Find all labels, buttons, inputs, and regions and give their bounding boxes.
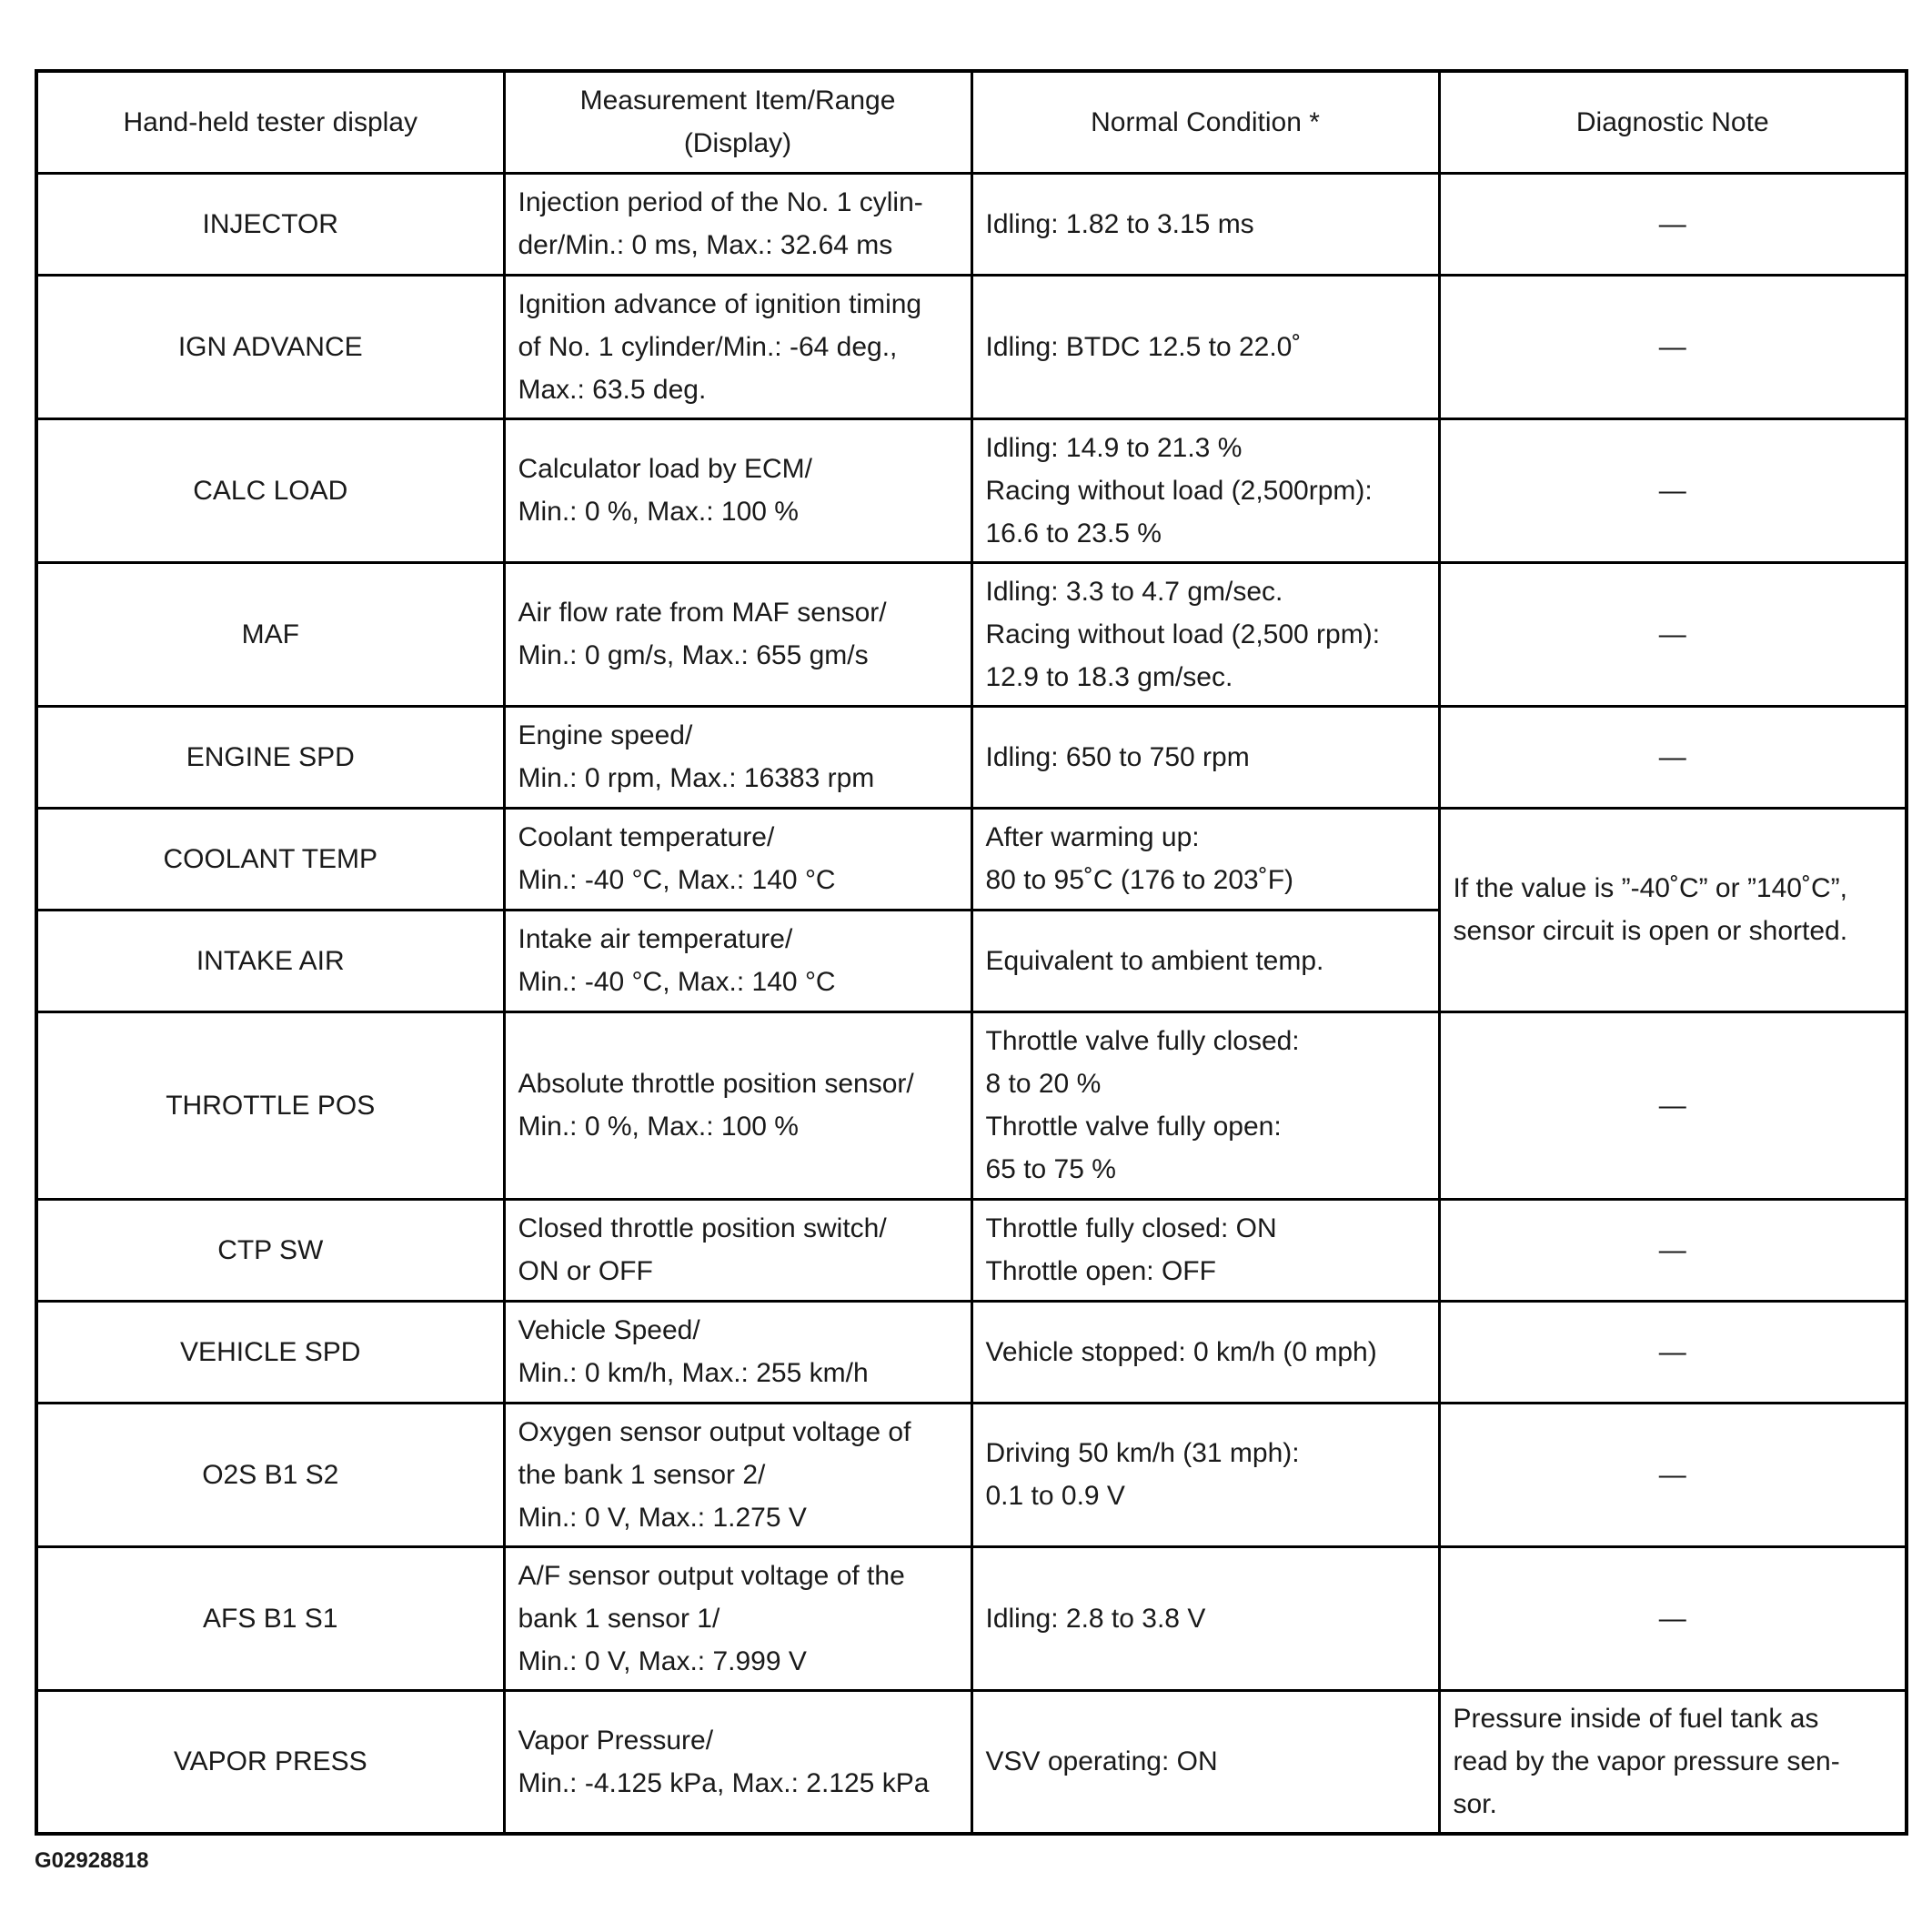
diagnostic-note-cell: — [1439, 1199, 1907, 1301]
normal-condition-cell: Driving 50 km/h (31 mph): 0.1 to 0.9 V [971, 1403, 1439, 1546]
diagnostic-note-cell: — [1439, 562, 1907, 706]
measurement-cell: Absolute throttle position sensor/ Min.: 0 %, Max.: 100 % [504, 1011, 971, 1199]
diagnostic-note-cell: — [1439, 1403, 1907, 1546]
diagnostic-note-cell: — [1439, 173, 1907, 275]
diagnostic-note-cell: — [1439, 706, 1907, 808]
table-row [36, 1301, 1907, 1403]
table-row [36, 1403, 1907, 1546]
diagnostic-note-cell: — [1439, 1011, 1907, 1199]
table-row [36, 1690, 1907, 1834]
tester-display-cell: IGN ADVANCE [36, 275, 504, 418]
diagnostic-note-cell: — [1439, 1301, 1907, 1403]
normal-condition-cell: Idling: BTDC 12.5 to 22.0˚ [971, 275, 1439, 418]
table-row [36, 1546, 1907, 1690]
tester-display-cell: O2S B1 S2 [36, 1403, 504, 1546]
normal-condition-cell: Idling: 650 to 750 rpm [971, 706, 1439, 808]
measurement-cell: Vapor Pressure/ Min.: -4.125 kPa, Max.: 2.125 kPa [504, 1690, 971, 1834]
table-row [36, 808, 1907, 910]
diagnostic-note-cell: — [1439, 275, 1907, 418]
tester-display-cell: AFS B1 S1 [36, 1546, 504, 1690]
header-diagnostic-note: Diagnostic Note [1439, 71, 1907, 173]
table-row [36, 1011, 1907, 1199]
table-row [36, 275, 1907, 418]
normal-condition-cell: VSV operating: ON [971, 1690, 1439, 1834]
data-list-table-container [35, 69, 1905, 1836]
table-row [36, 562, 1907, 706]
table-row [36, 173, 1907, 275]
tester-display-cell: CALC LOAD [36, 418, 504, 562]
tester-display-cell: CTP SW [36, 1199, 504, 1301]
measurement-cell: Calculator load by ECM/ Min.: 0 %, Max.: 100 % [504, 418, 971, 562]
normal-condition-cell: Idling: 3.3 to 4.7 gm/sec. Racing without load (2,500 rpm): 12.9 to 18.3 gm/sec. [971, 562, 1439, 706]
measurement-cell: Ignition advance of ignition timing of No. 1 cylinder/Min.: -64 deg., Max.: 63.5 deg. [504, 275, 971, 418]
table-row [36, 1199, 1907, 1301]
normal-condition-cell: After warming up: 80 to 95˚C (176 to 203˚F) [971, 808, 1439, 910]
table-header-row [36, 71, 1907, 173]
measurement-cell: Injection period of the No. 1 cylin- der/Min.: 0 ms, Max.: 32.64 ms [504, 173, 971, 275]
measurement-cell: A/F sensor output voltage of the bank 1 sensor 1/ Min.: 0 V, Max.: 7.999 V [504, 1546, 971, 1690]
tester-display-cell: COOLANT TEMP [36, 808, 504, 910]
diagnostic-note-cell: Pressure inside of fuel tank as read by the vapor pressure sen- sor. [1439, 1690, 1907, 1834]
header-tester-display: Hand-held tester display [36, 71, 504, 173]
measurement-cell: Air flow rate from MAF sensor/ Min.: 0 gm/s, Max.: 655 gm/s [504, 562, 971, 706]
tester-display-cell: VEHICLE SPD [36, 1301, 504, 1403]
data-list-table [35, 69, 1908, 1836]
diagnostic-note-cell: If the value is ”-40˚C” or ”140˚C”, sensor circuit is open or shorted. [1439, 808, 1907, 1011]
header-measurement-item: Measurement Item/Range (Display) [504, 71, 971, 173]
tester-display-cell: MAF [36, 562, 504, 706]
normal-condition-cell: Idling: 1.82 to 3.15 ms [971, 173, 1439, 275]
table-row [36, 418, 1907, 562]
tester-display-cell: VAPOR PRESS [36, 1690, 504, 1834]
normal-condition-cell: Vehicle stopped: 0 km/h (0 mph) [971, 1301, 1439, 1403]
tester-display-cell: ENGINE SPD [36, 706, 504, 808]
tester-display-cell: THROTTLE POS [36, 1011, 504, 1199]
tester-display-cell: INTAKE AIR [36, 910, 504, 1011]
tester-display-cell: INJECTOR [36, 173, 504, 275]
normal-condition-cell: Equivalent to ambient temp. [971, 910, 1439, 1011]
measurement-cell: Intake air temperature/ Min.: -40 °C, Max.: 140 °C [504, 910, 971, 1011]
normal-condition-cell: Throttle valve fully closed: 8 to 20 % Throttle valve fully open: 65 to 75 % [971, 1011, 1439, 1199]
measurement-cell: Engine speed/ Min.: 0 rpm, Max.: 16383 rpm [504, 706, 971, 808]
table-row [36, 706, 1907, 808]
normal-condition-cell: Idling: 14.9 to 21.3 % Racing without load (2,500rpm): 16.6 to 23.5 % [971, 418, 1439, 562]
normal-condition-cell: Idling: 2.8 to 3.8 V [971, 1546, 1439, 1690]
measurement-cell: Vehicle Speed/ Min.: 0 km/h, Max.: 255 km/h [504, 1301, 971, 1403]
normal-condition-cell: Throttle fully closed: ON Throttle open: OFF [971, 1199, 1439, 1301]
diagnostic-note-cell: — [1439, 1546, 1907, 1690]
measurement-cell: Coolant temperature/ Min.: -40 °C, Max.: 140 °C [504, 808, 971, 910]
measurement-cell: Oxygen sensor output voltage of the bank 1 sensor 2/ Min.: 0 V, Max.: 1.275 V [504, 1403, 971, 1546]
diagnostic-note-cell: — [1439, 418, 1907, 562]
measurement-cell: Closed throttle position switch/ ON or OFF [504, 1199, 971, 1301]
header-normal-condition: Normal Condition * [971, 71, 1439, 173]
figure-id: G02928818 [35, 1848, 149, 1873]
